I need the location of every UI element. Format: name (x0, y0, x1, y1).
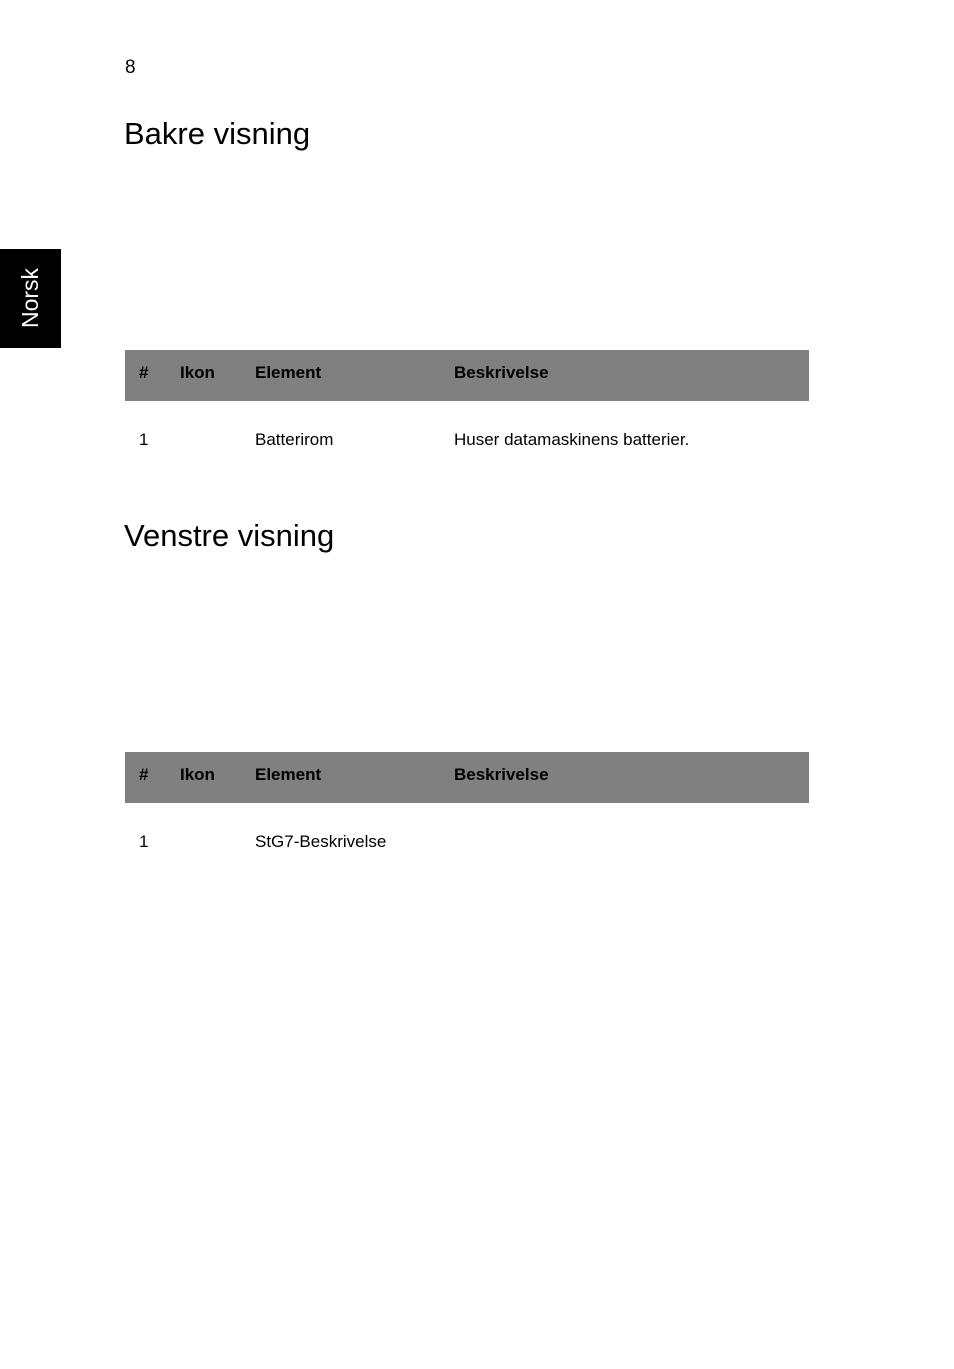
row-description: Huser datamaskinens batterier. (454, 430, 690, 449)
table-header-row (125, 752, 809, 803)
table-header-row (125, 350, 809, 401)
table-row (125, 401, 809, 479)
header-element: Element (255, 350, 454, 401)
header-num: # (125, 350, 180, 401)
row-description (454, 803, 809, 881)
header-icon: Ikon (180, 752, 255, 803)
row-element: Batterirom (255, 430, 334, 449)
row-icon (180, 803, 255, 881)
left-view-table (125, 752, 809, 881)
row-num: 1 (139, 430, 149, 449)
rear-view-table (125, 350, 809, 479)
language-tab-label: Norsk (17, 267, 43, 329)
row-num: 1 (139, 832, 149, 851)
section-title-left-view: Venstre visning (124, 518, 335, 553)
header-description: Beskrivelse (454, 350, 809, 401)
header-icon: Ikon (180, 350, 255, 401)
header-num: # (125, 752, 180, 803)
table-row (125, 803, 809, 881)
header-description: Beskrivelse (454, 752, 809, 803)
section-title-rear-view: Bakre visning (124, 116, 311, 151)
row-icon (180, 401, 255, 479)
page-number: 8 (125, 57, 136, 78)
row-element: StG7-Beskrivelse (255, 832, 387, 851)
language-tab (0, 249, 61, 348)
header-element: Element (255, 752, 454, 803)
